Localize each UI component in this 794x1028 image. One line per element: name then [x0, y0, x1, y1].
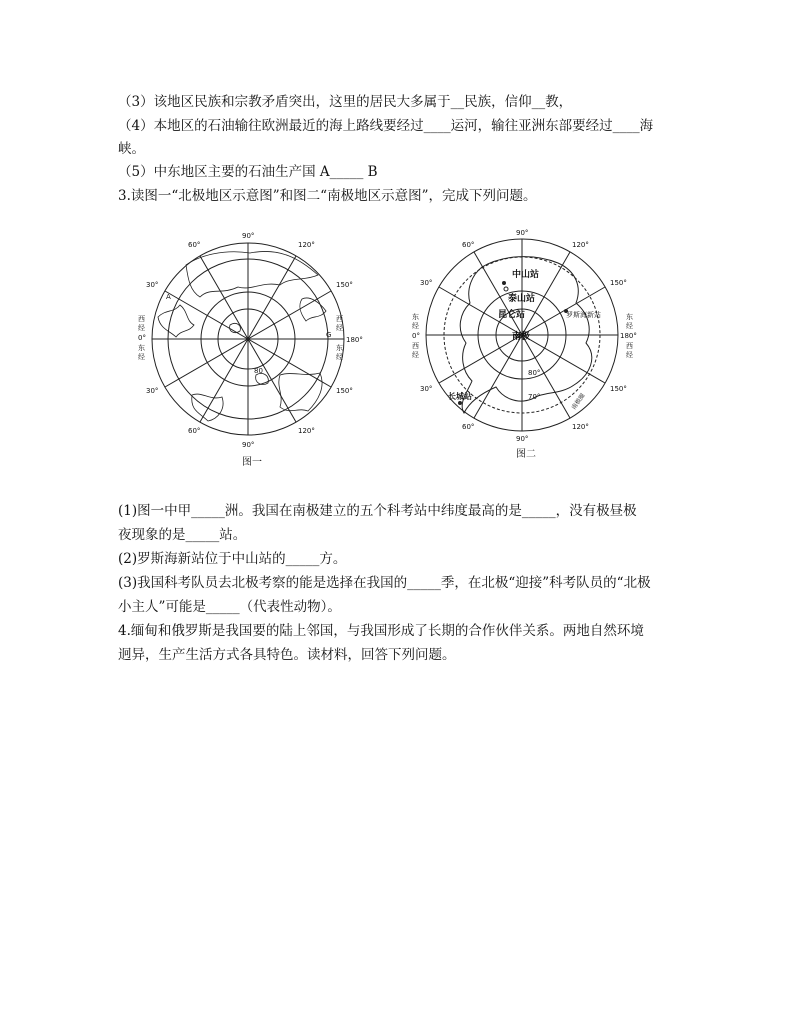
antarctic-deg-90-top: 90°: [516, 229, 529, 237]
arctic-side-left-4: 经: [138, 353, 145, 361]
fig1-caption: 图一: [242, 457, 262, 468]
antarctic-side-left-1: 经: [412, 322, 419, 330]
antarctic-deg-30-left: 30°: [420, 279, 433, 287]
arctic-mark-g: G: [326, 331, 332, 339]
arctic-deg-120-right: 120°: [298, 241, 315, 249]
station-taishan: 泰山站: [508, 294, 536, 304]
antarctic-side-right-2: 西: [626, 342, 633, 350]
question-3-4-cont: 峡。: [118, 141, 145, 157]
arctic-side-right-3: 经: [336, 353, 343, 361]
arctic-deg-90-bottom: 90°: [242, 441, 255, 449]
antarctic-side-right-0: 东: [626, 313, 633, 321]
antarctic-deg-60-left: 60°: [462, 241, 475, 249]
arctic-labels: [138, 232, 363, 468]
question-4-intro-cont: 迥异，生产生活方式各具特色。读材料，回答下列问题。: [118, 647, 456, 663]
arctic-deg-90-top: 90°: [242, 232, 255, 240]
arctic-deg-30-left: 30°: [146, 281, 159, 289]
arctic-mark-lat: 80: [254, 367, 263, 375]
antarctic-deg-180: 180°: [620, 332, 637, 340]
arctic-deg-150-bottom-right: 150°: [336, 387, 353, 395]
question-4-intro: 4.缅甸和俄罗斯是我国要的陆上邻国，与我国形成了长期的合作伙伴关系。两地自然环境: [118, 623, 644, 639]
arctic-side-right-0: 西: [336, 315, 343, 323]
arctic-side-right-2: 东: [336, 344, 343, 352]
question-3-3b: (3)我国科考队员去北极考察的能是选择在我国的_____季，在北极“迎接”科考队员的“北极: [118, 575, 651, 591]
label-antarctic-circle: 南极圈: [570, 392, 587, 412]
question-3-3: （3）该地区民族和宗教矛盾突出，这里的居民大多属于__民族，信仰__教，: [118, 94, 573, 110]
arctic-side-left-2: 0°: [138, 334, 146, 342]
antarctic-deg-120-right: 120°: [572, 241, 589, 249]
station-changcheng: 长城站: [448, 392, 472, 401]
arctic-side-right-1: 经: [336, 324, 343, 332]
label-south-pole: 南极: [512, 332, 531, 342]
antarctic-lat-80: 80°: [528, 369, 541, 377]
question-3-4: （4）本地区的石油输往欧洲最近的海上路线要经过____运河，输往亚洲东部要经过____海: [118, 118, 654, 134]
station-kunlun: 昆仑站: [498, 310, 526, 320]
arctic-side-left-1: 经: [138, 324, 145, 332]
fig2-caption: 图二: [516, 449, 536, 460]
question-3-1: (1)图一中甲_____洲。我国在南极建立的五个科考站中纬度最高的是_____，没有极昼极: [118, 503, 637, 519]
arctic-side-left-0: 西: [138, 315, 145, 323]
question-3-2: (2)罗斯海新站位于中山站的_____方。: [118, 551, 347, 567]
antarctic-side-right-3: 经: [626, 351, 633, 359]
arctic-side-left-3: 东: [138, 344, 145, 352]
polar-figures: [130, 225, 670, 470]
antarctic-deg-150-bottom-right: 150°: [610, 385, 627, 393]
question-3-1-cont: 夜现象的是_____站。: [118, 527, 247, 543]
antarctic-labels: [412, 229, 637, 460]
question-3-5: （5）中东地区主要的石油生产国 A_____ B: [118, 164, 378, 180]
arctic-deg-30-bottom-left: 30°: [146, 387, 159, 395]
antarctic-deg-60-bottom-left: 60°: [462, 423, 475, 431]
question-3-3b-cont: 小主人”可能是_____（代表性动物）。: [118, 599, 341, 615]
arctic-map: [152, 243, 344, 435]
polar-figures-svg: [130, 225, 670, 470]
antarctic-side-left-3: 西: [412, 342, 419, 350]
antarctic-side-left-4: 经: [412, 351, 419, 359]
arctic-deg-120-bottom-right: 120°: [298, 427, 315, 435]
antarctic-side-left-0: 东: [412, 313, 419, 321]
arctic-deg-60-left: 60°: [188, 241, 201, 249]
antarctic-deg-90-bottom: 90°: [516, 435, 529, 443]
antarctic-deg-30-bottom-left: 30°: [420, 385, 433, 393]
antarctic-side-right-1: 经: [626, 322, 633, 330]
antarctic-deg-120-bottom-right: 120°: [572, 423, 589, 431]
arctic-mark-a: A: [166, 293, 171, 301]
arctic-deg-150-right: 150°: [336, 281, 353, 289]
antarctic-deg-150-right: 150°: [610, 279, 627, 287]
antarctic-side-left-2: 0°: [412, 332, 420, 340]
station-ross-sea: 罗斯海新站: [566, 311, 601, 319]
station-zhongshan: 中山站: [512, 270, 540, 280]
question-3-intro: 3.读图一“北极地区示意图”和图二“南极地区示意图”，完成下列问题。: [118, 188, 537, 204]
antarctic-lat-70: 70°: [528, 393, 541, 401]
arctic-deg-180: 180°: [346, 336, 363, 344]
arctic-deg-60-bottom-left: 60°: [188, 427, 201, 435]
